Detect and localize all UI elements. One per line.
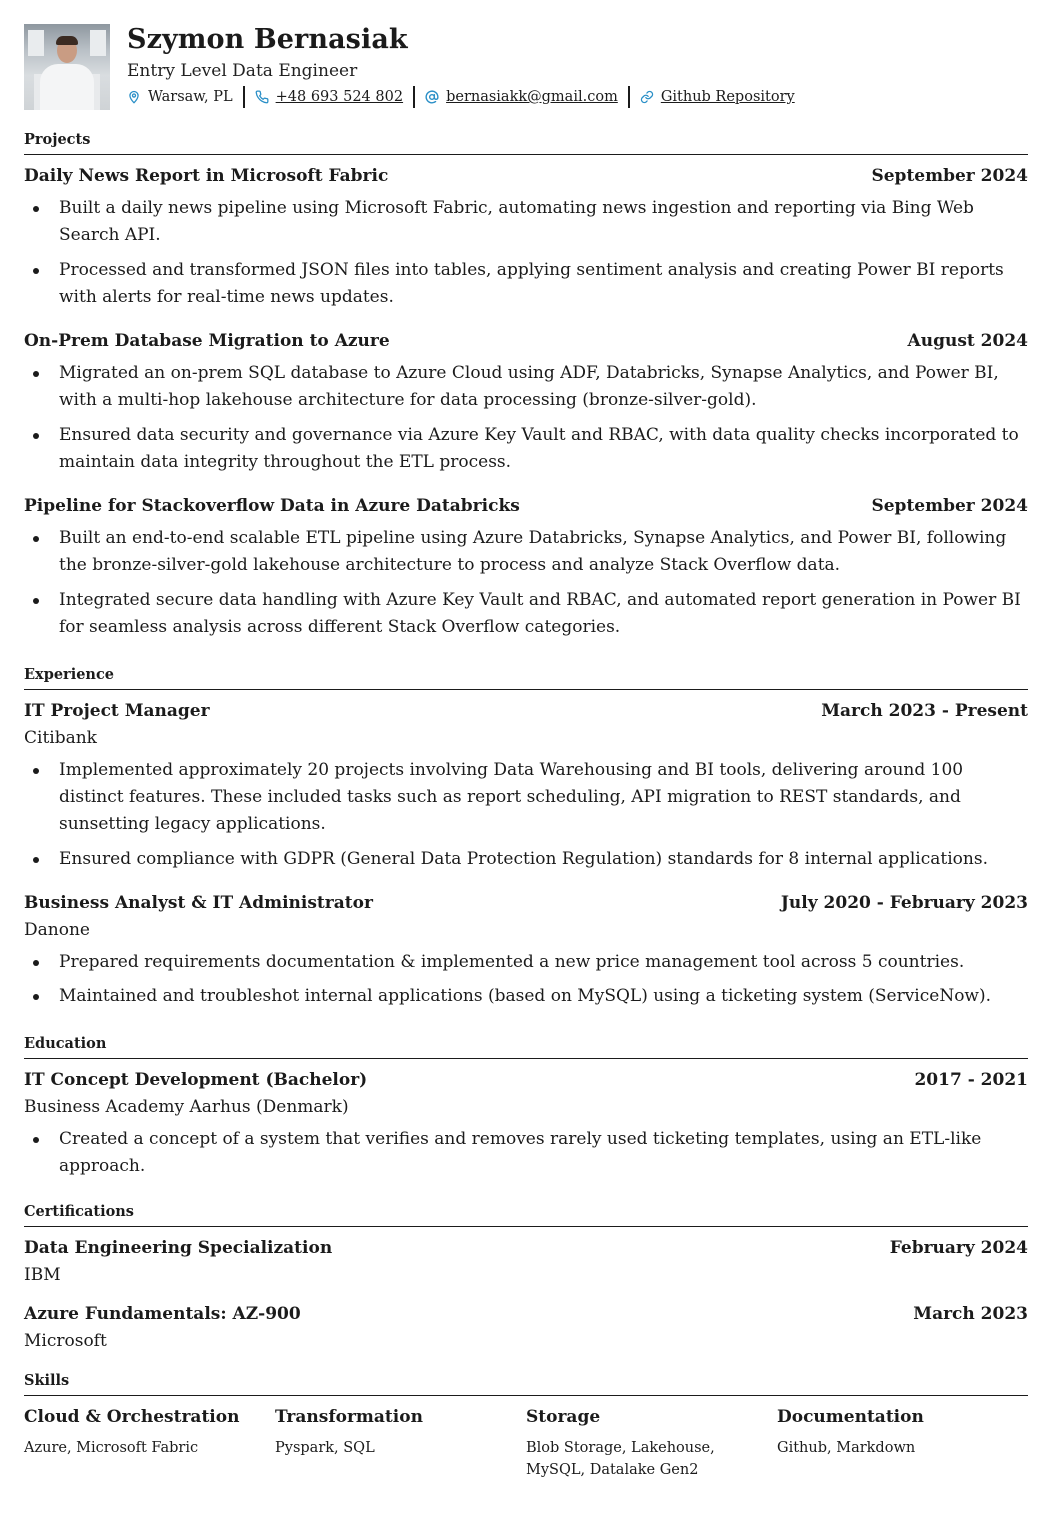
school-name: Business Academy Aarhus (Denmark)	[24, 1097, 349, 1117]
project-name: Pipeline for Stackoverflow Data in Azure Databricks	[24, 496, 520, 516]
job-title: Business Analyst & IT Administrator	[24, 893, 373, 913]
contact-separator	[413, 86, 415, 108]
certifications-section	[24, 1203, 1028, 1352]
github-link[interactable]: Github Repository	[660, 89, 795, 105]
entry-header	[24, 700, 1028, 722]
skill-group-items: Pyspark, SQL	[275, 1440, 375, 1456]
skill-group-items: Azure, Microsoft Fabric	[24, 1440, 199, 1456]
entry-header	[24, 1069, 1028, 1091]
contact-phone[interactable]	[255, 87, 403, 107]
project-name: On-Prem Database Migration to Azure	[24, 331, 390, 351]
bullet-item: Migrated an on-prem SQL database to Azure Cloud using ADF, Databricks, Synapse Analytics, and Power BI, with a multi-hop lakehouse architecture for data processing (bronze-silver-gold).	[24, 360, 1028, 414]
experience-section	[24, 666, 1028, 1010]
certification-entry	[24, 1237, 1028, 1286]
skill-group	[275, 1406, 526, 1481]
project-entry	[24, 165, 1028, 311]
certification-entry	[24, 1303, 1028, 1352]
project-entry	[24, 330, 1028, 476]
project-entry	[24, 495, 1028, 641]
entry-header	[24, 1303, 1028, 1325]
contact-location	[127, 87, 233, 107]
bullet-list	[24, 1126, 1028, 1180]
bullet-item: Ensured compliance with GDPR (General Data Protection Regulation) standards for 8 internal applications.	[24, 846, 1028, 873]
education-section	[24, 1035, 1028, 1180]
project-name: Daily News Report in Microsoft Fabric	[24, 166, 389, 186]
location-pin-icon	[127, 90, 141, 104]
certification-name: Azure Fundamentals: AZ-900	[24, 1304, 301, 1324]
education-entry	[24, 1069, 1028, 1180]
job-date: July 2020 - February 2023	[780, 893, 1028, 913]
entry-header	[24, 330, 1028, 352]
skill-group-items: Blob Storage, Lakehouse, MySQL, Datalake Gen2	[526, 1440, 715, 1478]
certification-date: March 2023	[913, 1304, 1028, 1324]
candidate-name: Szymon Bernasiak	[127, 24, 408, 55]
skill-group-title: Cloud & Orchestration	[24, 1407, 240, 1427]
skill-group	[526, 1406, 777, 1481]
bullet-item: Prepared requirements documentation & implemented a new price management tool across 5 countries.	[24, 949, 1028, 976]
section-title: Education	[24, 1035, 1028, 1059]
section-title: Projects	[24, 131, 1028, 155]
entry-header	[24, 495, 1028, 517]
candidate-role: Entry Level Data Engineer	[127, 61, 358, 81]
education-date: 2017 - 2021	[914, 1070, 1028, 1090]
at-sign-icon	[425, 90, 439, 104]
email-link[interactable]: bernasiakk@gmail.com	[446, 89, 618, 105]
certification-issuer: IBM	[24, 1265, 61, 1285]
skill-group	[24, 1406, 275, 1481]
contact-line	[127, 86, 795, 108]
skills-grid	[24, 1406, 1028, 1481]
projects-section	[24, 131, 1028, 641]
contact-email[interactable]	[425, 87, 618, 107]
skill-group-title: Transformation	[275, 1407, 423, 1427]
bullet-item: Implemented approximately 20 projects involving Data Warehousing and BI tools, delivering around 100 distinct features. These included tasks such as report scheduling, API migration to REST standards, and sunsetting legacy applications.	[24, 757, 1028, 838]
skill-group-title: Documentation	[777, 1407, 924, 1427]
location-text: Warsaw, PL	[148, 89, 233, 105]
section-title: Skills	[24, 1372, 1028, 1396]
header-text	[127, 24, 795, 108]
certification-issuer: Microsoft	[24, 1331, 107, 1351]
entry-header	[24, 892, 1028, 914]
skill-group	[777, 1406, 1028, 1481]
bullet-item: Built an end-to-end scalable ETL pipeline using Azure Databricks, Synapse Analytics, and Power BI, following the bronze-silver-gold lakehouse architecture to process and analyze Stack Overflow data.	[24, 525, 1028, 579]
skill-group-title: Storage	[526, 1407, 601, 1427]
section-title: Certifications	[24, 1203, 1028, 1227]
bullet-item: Built a daily news pipeline using Microsoft Fabric, automating news ingestion and reporting via Bing Web Search API.	[24, 195, 1028, 249]
bullet-list	[24, 525, 1028, 641]
experience-entry	[24, 892, 1028, 1010]
company-name: Danone	[24, 920, 90, 940]
bullet-list	[24, 360, 1028, 476]
profile-photo	[24, 24, 110, 110]
project-date: September 2024	[871, 166, 1028, 186]
contact-separator	[243, 86, 245, 108]
entry-header	[24, 1237, 1028, 1259]
certification-date: February 2024	[889, 1238, 1028, 1258]
bullet-list	[24, 949, 1028, 1010]
project-date: September 2024	[871, 496, 1028, 516]
company-name: Citibank	[24, 728, 97, 748]
bullet-item: Processed and transformed JSON files into tables, applying sentiment analysis and creating Power BI reports with alerts for real-time news updates.	[24, 257, 1028, 311]
phone-icon	[255, 90, 269, 104]
project-date: August 2024	[907, 331, 1028, 351]
bullet-item: Created a concept of a system that verifies and removes rarely used ticketing templates, using an ETL-like approach.	[24, 1126, 1028, 1180]
job-date: March 2023 - Present	[821, 701, 1028, 721]
phone-link[interactable]: +48 693 524 802	[275, 89, 404, 105]
contact-separator	[628, 86, 630, 108]
bullet-item: Integrated secure data handling with Azure Key Vault and RBAC, and automated report generation in Power BI for seamless analysis across different Stack Overflow categories.	[24, 587, 1028, 641]
degree-name: IT Concept Development (Bachelor)	[24, 1070, 368, 1090]
skill-group-items: Github, Markdown	[777, 1440, 916, 1456]
job-title: IT Project Manager	[24, 701, 210, 721]
contact-github[interactable]	[640, 87, 795, 107]
resume-header	[24, 24, 1028, 110]
bullet-list	[24, 195, 1028, 311]
certification-name: Data Engineering Specialization	[24, 1238, 333, 1258]
section-title: Experience	[24, 666, 1028, 690]
link-icon	[640, 90, 654, 104]
experience-entry	[24, 700, 1028, 873]
bullet-list	[24, 757, 1028, 873]
bullet-item: Ensured data security and governance via Azure Key Vault and RBAC, with data quality checks incorporated to maintain data integrity throughout the ETL process.	[24, 422, 1028, 476]
bullet-item: Maintained and troubleshot internal applications (based on MySQL) using a ticketing system (ServiceNow).	[24, 983, 1028, 1010]
entry-header	[24, 165, 1028, 187]
skills-section	[24, 1372, 1028, 1481]
